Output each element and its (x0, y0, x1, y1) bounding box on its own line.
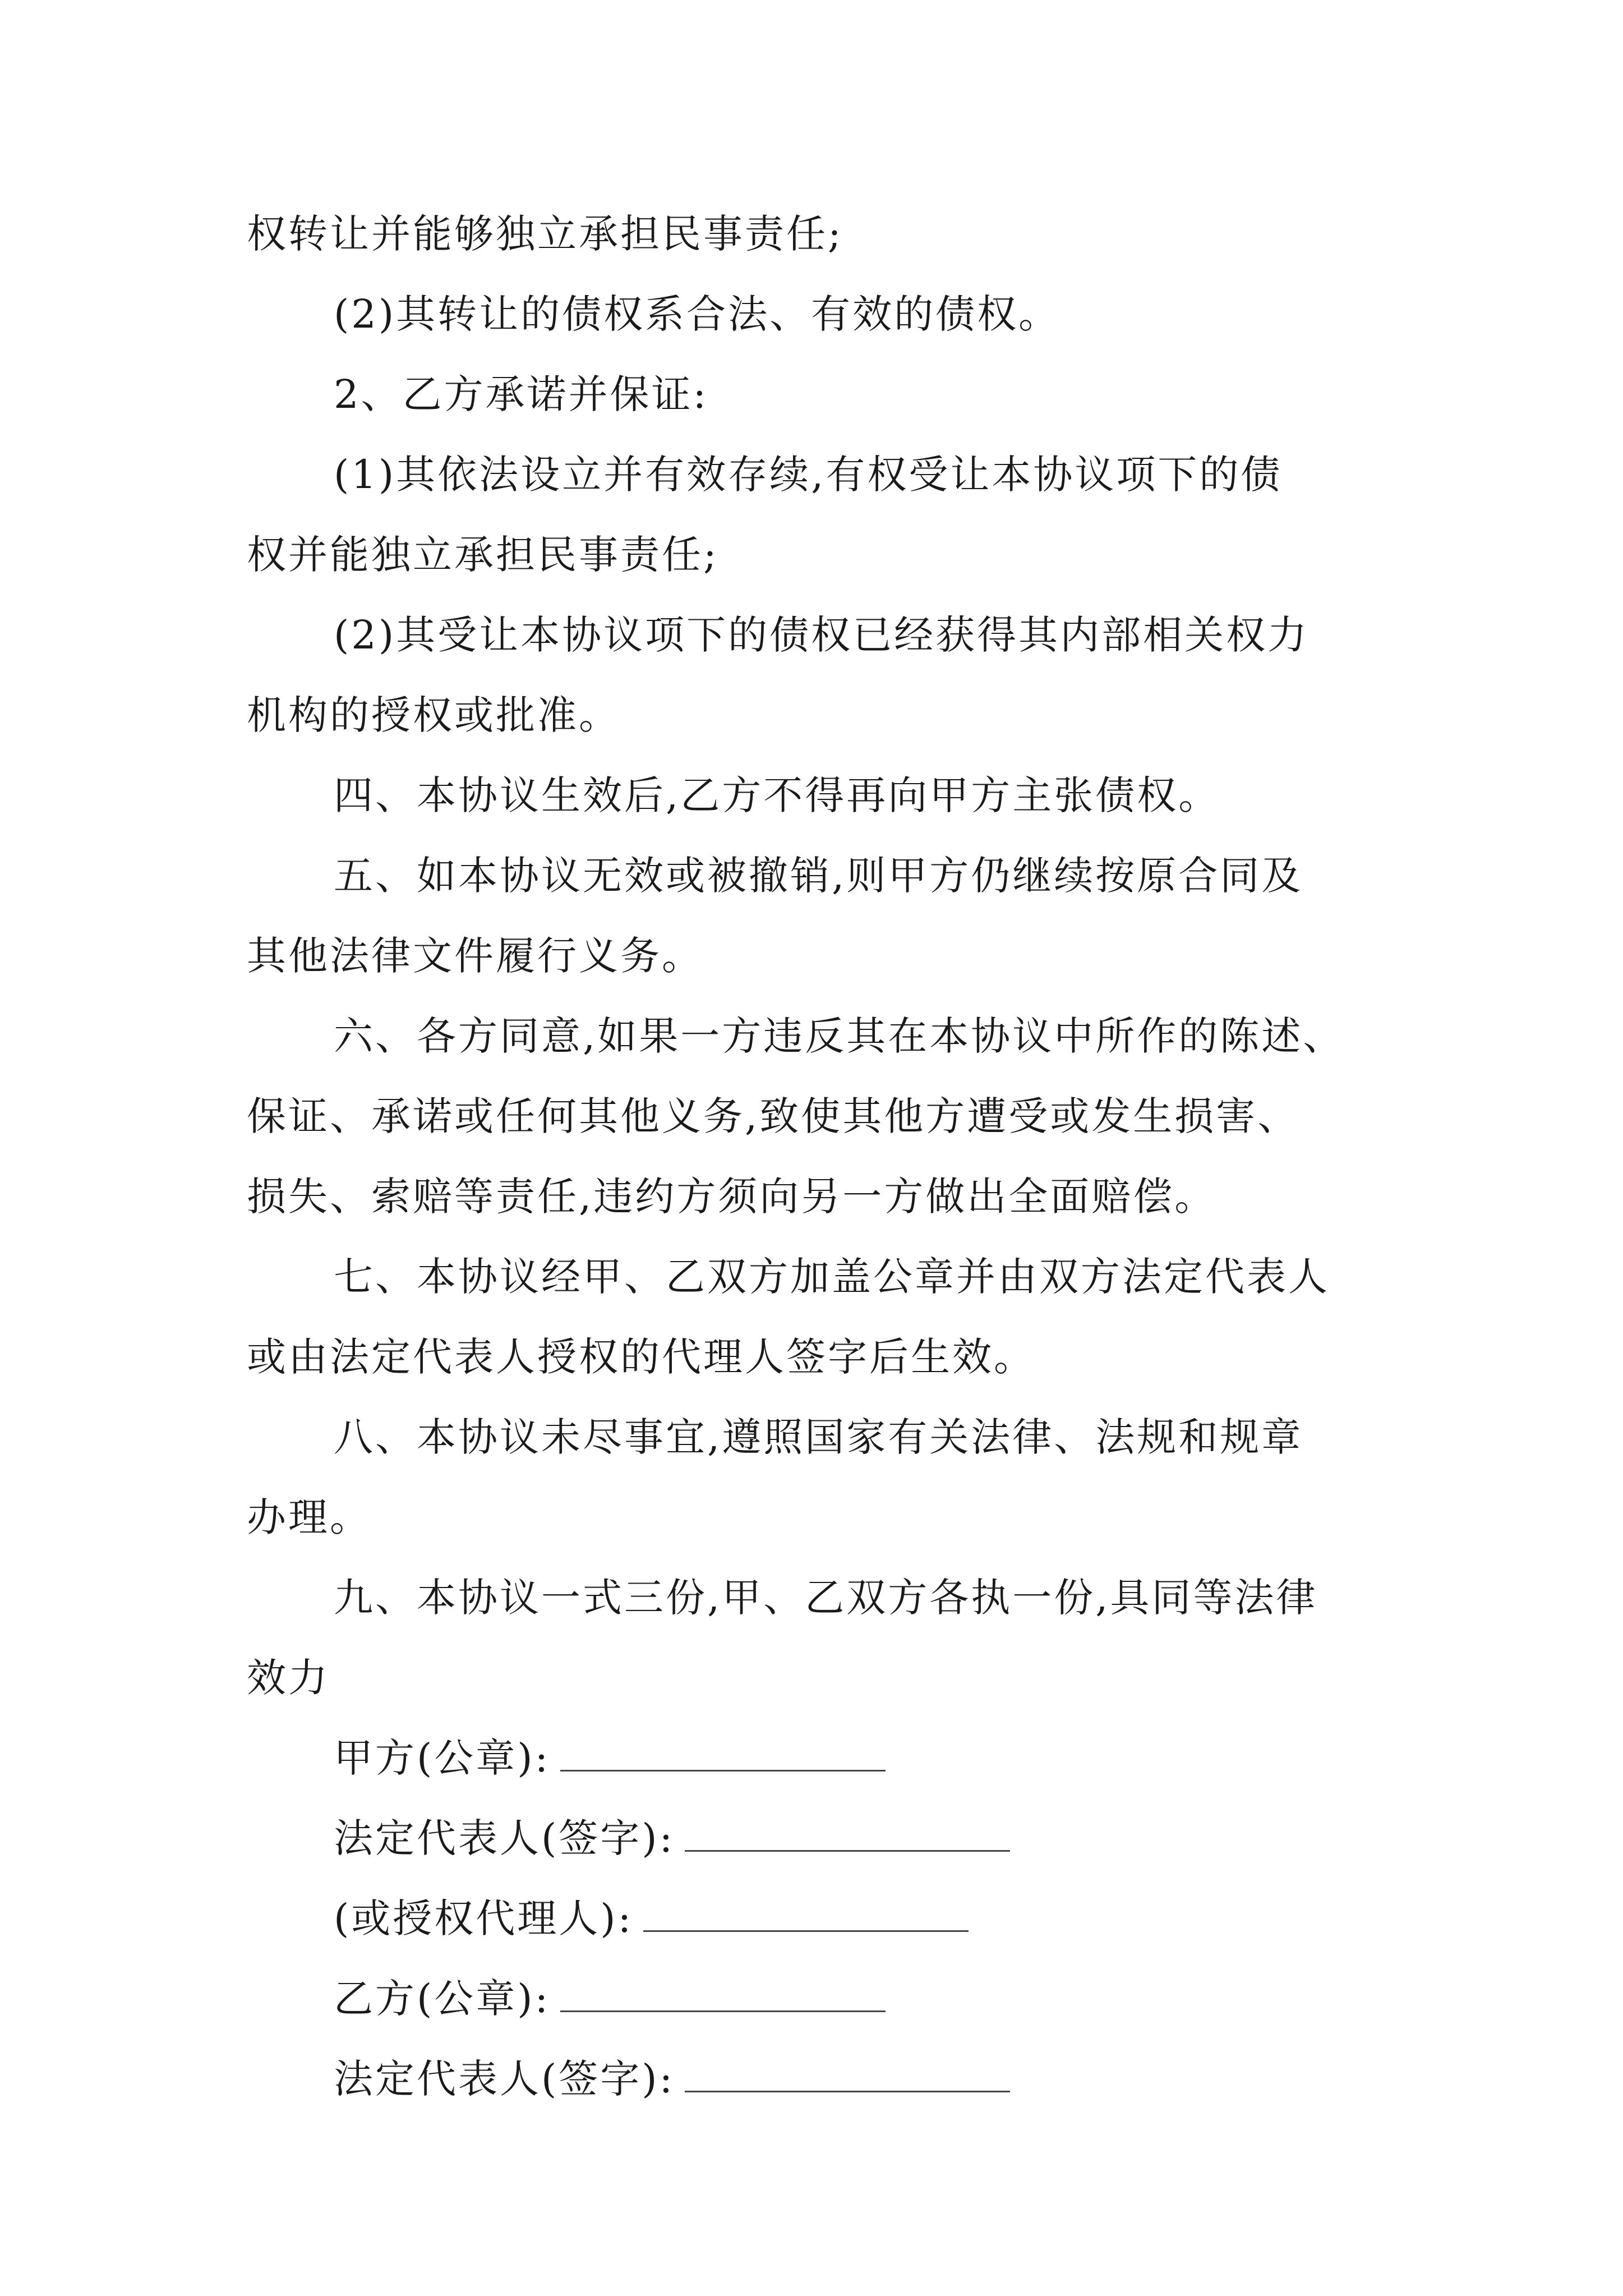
text-line: 保证、承诺或任何其他义务,致使其他方遭受或发生损害、 (247, 1093, 1299, 1139)
text-line: (2)其受让本协议项下的债权已经获得其内部相关权力 (334, 612, 1310, 658)
text-line: 九、本协议一式三份,甲、乙双方各执一份,具同等法律 (334, 1575, 1318, 1621)
signature-label: 法定代表人(签字): (334, 1815, 675, 1861)
signature-blank-line (643, 1897, 969, 1932)
signature-label: 甲方(公章): (334, 1735, 551, 1781)
signature-label: 乙方(公章): (334, 1976, 551, 2022)
signature-blank-line (560, 1977, 886, 2012)
text-line: 五、如本协议无效或被撤销,则甲方仍继续按原合同及 (334, 853, 1303, 899)
text-line: 损失、索赔等责任,违约方须向另一方做出全面赔偿。 (247, 1174, 1216, 1220)
text-line: 权并能独立承担民事责任; (247, 532, 719, 578)
text-line: 权转让并能够独立承担民事责任; (247, 211, 843, 257)
text-line: 机构的授权或批准。 (247, 692, 620, 738)
signature-row-party-a-seal (334, 1733, 886, 1783)
signature-label: 法定代表人(签字): (334, 2056, 675, 2102)
text-line: 八、本协议未尽事宜,遵照国家有关法律、法规和规章 (334, 1414, 1303, 1460)
signature-row-party-a-representative (334, 1813, 1010, 1864)
signature-row-party-a-agent (334, 1893, 969, 1944)
text-line: 其他法律文件履行义务。 (247, 933, 703, 979)
text-line: (2)其转让的债权系合法、有效的债权。 (334, 291, 1061, 337)
signature-blank-line (560, 1736, 886, 1772)
signature-row-party-b-representative (334, 2054, 1010, 2104)
text-line: 2、乙方承诺并保证: (334, 371, 709, 417)
text-line: (1)其依法设立并有效存续,有权受让本协议项下的债 (334, 452, 1283, 498)
signature-label: (或授权代理人): (334, 1895, 634, 1941)
text-line: 办理。 (247, 1494, 371, 1540)
signature-blank-line (685, 2057, 1010, 2092)
text-line: 四、本协议生效后,乙方不得再向甲方主张债权。 (334, 772, 1220, 818)
text-line: 六、各方同意,如果一方违反其在本协议中所作的陈述、 (334, 1013, 1345, 1059)
text-line: 七、本协议经甲、乙双方加盖公章并由双方法定代表人 (334, 1254, 1330, 1300)
text-line: 或由法定代表人授权的代理人签字后生效。 (247, 1334, 1035, 1380)
text-line: 效力 (247, 1655, 330, 1701)
signature-row-party-b-seal (334, 1973, 886, 2024)
signature-blank-line (685, 1816, 1010, 1852)
